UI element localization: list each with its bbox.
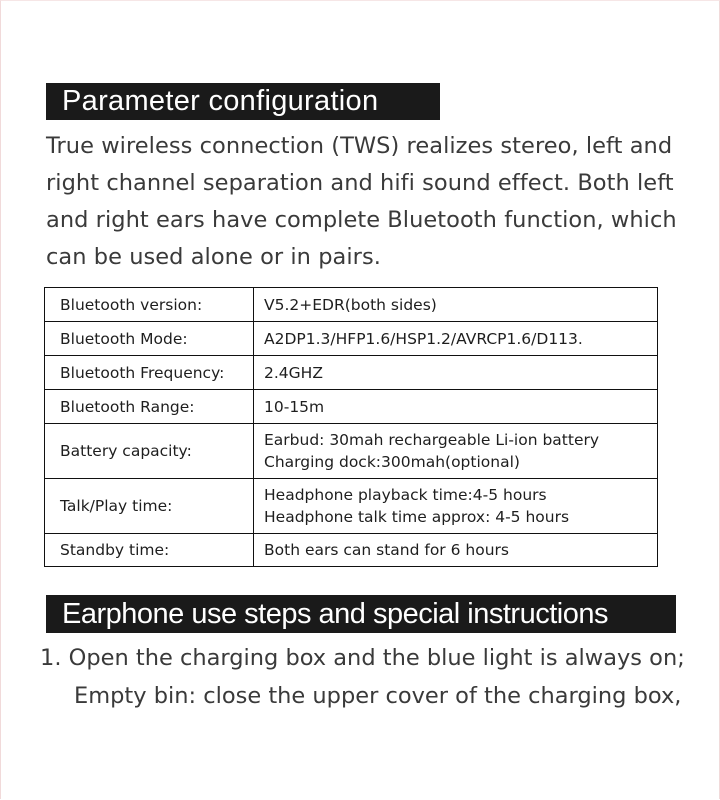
intro-line: True wireless connection (TWS) realizes stereo, left and	[46, 133, 673, 159]
intro-line: can be used alone or in pairs.	[46, 244, 381, 270]
param-row-standby-time	[45, 534, 658, 567]
param-value: Both ears can stand for 6 hours	[254, 534, 658, 567]
step-line: 1. Open the charging box and the blue light is always on;	[40, 645, 685, 671]
param-row-battery-capacity	[45, 424, 658, 479]
param-label: Battery capacity:	[45, 424, 254, 479]
param-value: 10-15m	[254, 390, 658, 424]
param-row-talk-play-time	[45, 479, 658, 534]
param-value	[254, 479, 658, 534]
param-row-bluetooth-mode	[45, 322, 658, 356]
param-value: V5.2+EDR(both sides)	[254, 288, 658, 322]
param-row-bluetooth-version	[45, 288, 658, 322]
parameter-table	[44, 287, 658, 567]
param-row-bluetooth-frequency	[45, 356, 658, 390]
param-value: 2.4GHZ	[254, 356, 658, 390]
earphone-steps-heading: Earphone use steps and special instructions	[46, 595, 676, 633]
param-row-bluetooth-range	[45, 390, 658, 424]
step-line: Empty bin: close the upper cover of the charging box,	[74, 683, 682, 709]
param-label: Standby time:	[45, 534, 254, 567]
param-value-line: Headphone talk time approx: 4-5 hours	[264, 508, 570, 526]
param-value-line: Headphone playback time:4-5 hours	[264, 486, 547, 504]
param-label: Bluetooth Range:	[45, 390, 254, 424]
param-value	[254, 424, 658, 479]
param-label: Bluetooth version:	[45, 288, 254, 322]
param-label: Bluetooth Mode:	[45, 322, 254, 356]
param-value-line: Earbud: 30mah rechargeable Li-ion battery	[264, 431, 600, 449]
intro-line: right channel separation and hifi sound effect. Both left	[46, 170, 674, 196]
parameter-configuration-heading: Parameter configuration	[46, 83, 440, 120]
intro-line: and right ears have complete Bluetooth function, which	[46, 207, 677, 233]
param-value-line: Charging dock:300mah(optional)	[264, 453, 520, 471]
param-label: Talk/Play time:	[45, 479, 254, 534]
param-label: Bluetooth Frequency:	[45, 356, 254, 390]
param-value: A2DP1.3/HFP1.6/HSP1.2/AVRCP1.6/D113.	[254, 322, 658, 356]
